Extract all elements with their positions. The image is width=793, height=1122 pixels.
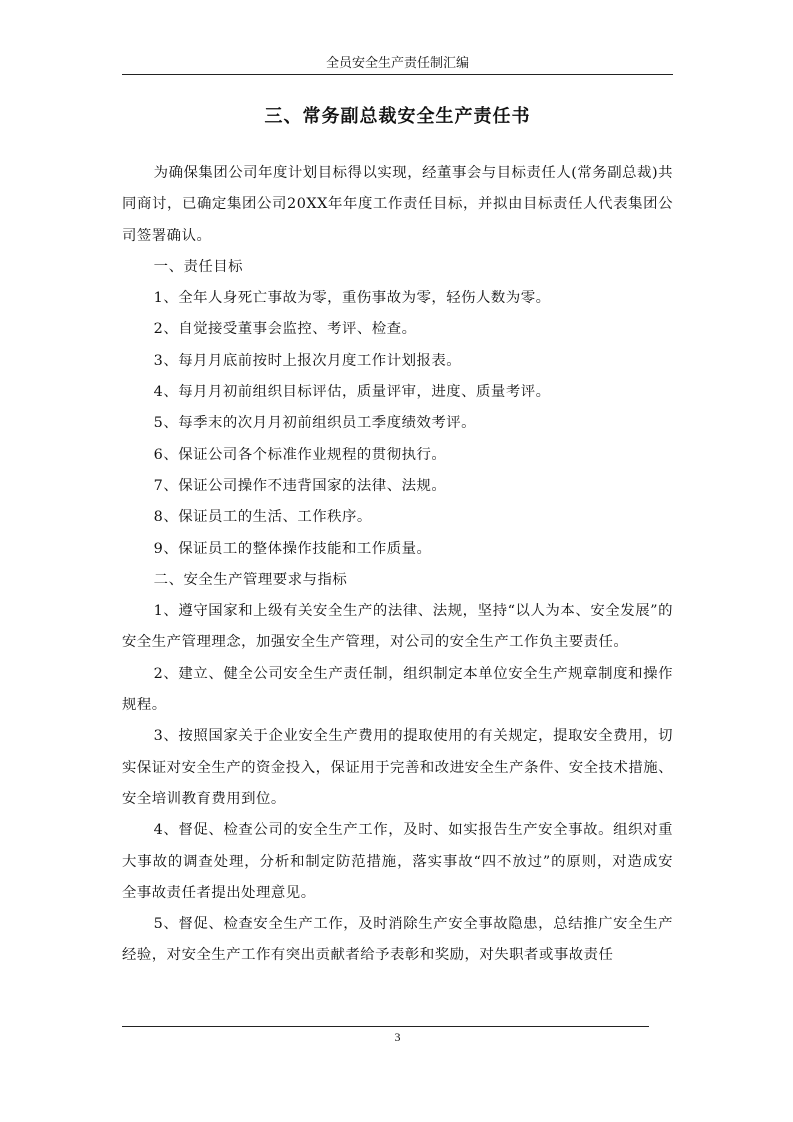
requirement-item-5: 5、督促、检查安全生产工作，及时消除生产安全事故隐患，总结推广安全生产经验，对安全生产工作有突出贡献者给予表彰和奖励，对失职者或事故责任 [122,916,673,964]
section-heading-goals: 一、责任目标 [153,258,244,275]
goal-item-4: 4、每月月初前组织目标评估，质量评审，进度、质量考评。 [153,384,551,401]
intro-paragraph: 为确保集团公司年度计划目标得以实现，经董事会与目标责任人(常务副总裁)共同商讨，已确定集团公司20XX年年度工作责任目标，并拟由目标责任人代表集团公司签署确认。 [122,165,673,244]
goal-item-9: 9、保证员工的整体操作技能和工作质量。 [153,540,432,557]
page-number: 3 [394,1030,401,1044]
goal-item-1: 1、全年人身死亡事故为零，重伤事故为零，轻伤人数为零。 [153,290,551,307]
goal-item-7: 7、保证公司操作不违背国家的法律、法规。 [153,477,447,494]
running-header: 全员安全生产责任制汇编 [325,56,469,71]
requirement-item-3: 3、按照国家关于企业安全生产费用的提取使用的有关规定，提取安全费用，切实保证对安全生产的资金投入，保证用于完善和改进安全生产条件、安全技术措施、安全培训教育费用到位。 [122,728,673,807]
requirement-item-2: 2、建立、健全公司安全生产责任制，组织制定本单位安全生产规章制度和操作规程。 [122,665,673,714]
goal-item-2: 2、自觉接受董事会监控、考评、检查。 [153,321,417,338]
requirement-item-1: 1、遵守国家和上级有关安全生产的法律、法规，坚持“以人为本、安全发展”的安全生产管理理念，加强安全生产管理，对公司的安全生产工作负主要责任。 [122,603,673,651]
goal-item-3: 3、每月月底前按时上报次月度工作计划报表。 [153,352,462,369]
document-title: 三、常务副总裁安全生产责任书 [264,106,531,127]
goal-item-8: 8、保证员工的生活、工作秩序。 [153,509,372,526]
header-rule [122,74,673,75]
section-heading-requirements: 二、安全生产管理要求与指标 [153,571,348,588]
goal-item-5: 5、每季末的次月月初前组织员工季度绩效考评。 [153,415,477,432]
document-body [122,158,673,972]
goal-item-6: 6、保证公司各个标准作业规程的贯彻执行。 [153,446,447,463]
requirement-item-4: 4、督促、检查公司的安全生产工作，及时、如实报告生产安全事故。组织对重大事故的调查处理，分析和制定防范措施，落实事故“四不放过”的原则，对造成安全事故责任者提出处理意见。 [122,822,673,901]
footer-rule [122,1026,649,1027]
